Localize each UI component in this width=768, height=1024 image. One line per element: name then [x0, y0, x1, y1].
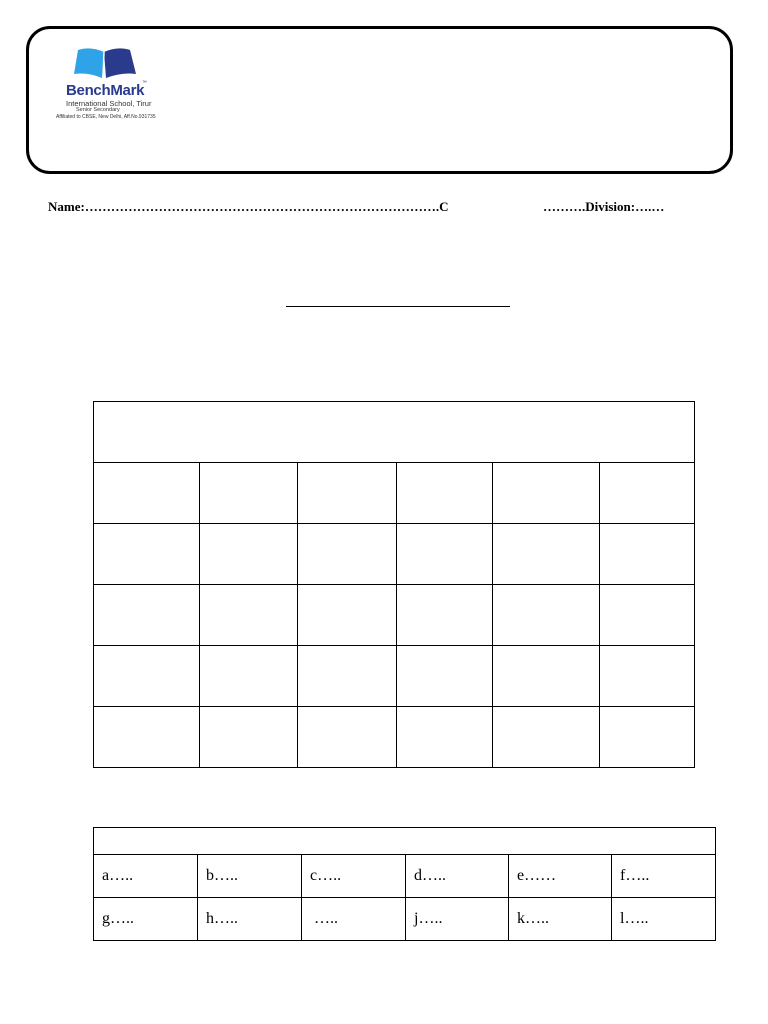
grid-cell[interactable]	[200, 585, 298, 646]
division-field[interactable]: ……….Division:….…	[543, 199, 665, 214]
answer-cell-e[interactable]: e……	[509, 855, 612, 898]
grid-cell[interactable]	[298, 646, 397, 707]
book-icon	[70, 44, 140, 82]
grid-cell[interactable]	[397, 646, 493, 707]
name-field[interactable]: Name:……………………………………………………………………….C	[48, 199, 449, 214]
table-row	[94, 855, 716, 898]
grid-cell[interactable]	[200, 707, 298, 768]
worksheet-grid	[93, 401, 695, 768]
grid-cell[interactable]	[493, 707, 600, 768]
school-logo	[56, 44, 156, 124]
answer-cell-f[interactable]: f…..	[612, 855, 716, 898]
table-row	[94, 707, 695, 768]
grid-cell[interactable]	[493, 585, 600, 646]
grid-cell[interactable]	[397, 707, 493, 768]
grid-cell[interactable]	[600, 707, 695, 768]
grid-cell[interactable]	[298, 585, 397, 646]
grid-cell[interactable]	[200, 463, 298, 524]
title-underline	[286, 306, 510, 307]
answer-cell-h[interactable]: h…..	[198, 898, 302, 941]
answer-cell-g[interactable]: g…..	[94, 898, 198, 941]
logo-level: Senior Secondary	[76, 107, 120, 113]
grid-cell[interactable]	[600, 524, 695, 585]
grid-header-cell[interactable]	[94, 402, 695, 463]
grid-cell[interactable]	[94, 463, 200, 524]
grid-cell[interactable]	[298, 463, 397, 524]
grid-cell[interactable]	[298, 524, 397, 585]
answer-cell-c[interactable]: c…..	[302, 855, 406, 898]
answer-cell-d[interactable]: d…..	[406, 855, 509, 898]
grid-cell[interactable]	[200, 524, 298, 585]
table-row	[94, 646, 695, 707]
table-row	[94, 585, 695, 646]
answer-cell-a[interactable]: a…..	[94, 855, 198, 898]
answer-cell-l[interactable]: l…..	[612, 898, 716, 941]
table-row	[94, 463, 695, 524]
grid-cell[interactable]	[493, 524, 600, 585]
grid-cell[interactable]	[397, 585, 493, 646]
table-row	[94, 524, 695, 585]
answer-cell-j[interactable]: j…..	[406, 898, 509, 941]
table-row	[94, 898, 716, 941]
logo-affiliation: Affiliated to CBSE, New Delhi, Aff.No.931735	[56, 114, 156, 120]
grid-cell[interactable]	[298, 707, 397, 768]
grid-cell[interactable]	[397, 463, 493, 524]
answer-cell-b[interactable]: b…..	[198, 855, 302, 898]
grid-cell[interactable]	[94, 707, 200, 768]
grid-cell[interactable]	[200, 646, 298, 707]
answer-header-cell[interactable]	[94, 828, 716, 855]
grid-cell[interactable]	[600, 463, 695, 524]
grid-cell[interactable]	[493, 646, 600, 707]
grid-cell[interactable]	[94, 524, 200, 585]
logo-trademark: ™	[142, 80, 147, 86]
grid-cell[interactable]	[600, 646, 695, 707]
answer-cell-k[interactable]: k…..	[509, 898, 612, 941]
grid-cell[interactable]	[94, 585, 200, 646]
grid-cell[interactable]	[94, 646, 200, 707]
grid-cell[interactable]	[600, 585, 695, 646]
logo-name: BenchMark	[66, 82, 145, 99]
grid-cell[interactable]	[397, 524, 493, 585]
answer-table	[93, 827, 716, 941]
answer-cell-i[interactable]: …..	[302, 898, 406, 941]
logo-subtitle: International School, Tirur	[66, 99, 152, 108]
grid-cell[interactable]	[493, 463, 600, 524]
